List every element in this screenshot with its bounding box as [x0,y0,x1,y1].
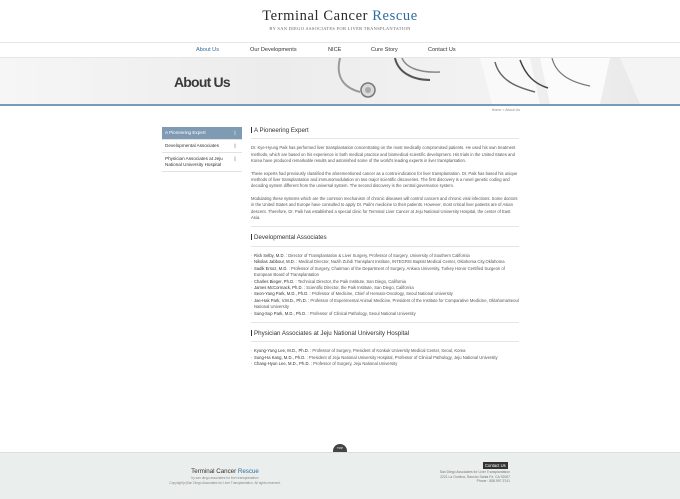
site-footer [0,452,680,499]
footer-logo-subtitle: by san diego associates for liver transplantation [191,476,259,480]
footer-copyright: Copyright(c)San Diego Associates for Liver Transplantation. All rights reserved. [169,481,281,485]
bar-marker-icon: ❘ [233,156,237,161]
developmental-associates-list [251,253,519,317]
sidebar-item-physician-associates[interactable] [162,153,242,172]
nav-our-developments[interactable]: Our Developments [250,47,297,53]
list-item: · Seon-Yang Park, M.D., Ph.D. : Professor of Medicine, Chief of Hemato-Oncology, Seoul National University [251,291,519,297]
sidebar-item-label: Physician Associates at Jeju National University Hospital [165,156,223,167]
page-title: About Us [174,74,230,90]
section-divider [251,226,519,227]
list-item: · James McCormack, Ph.D. : Scientific Director, the Paik Institute, San Diego, California [251,285,519,291]
sidebar-item-label: Developmental Associates [165,143,219,148]
list-item: · Charles Bieger, Ph.D. : Technical Director, the Paik Institute, San Diego, California [251,279,519,285]
footer-contact-button[interactable]: Contact Us [485,463,506,468]
logo-title: Terminal Cancer Rescue [262,8,418,24]
nav-about-us[interactable]: About Us [196,47,220,53]
scroll-top-button[interactable]: TOP [333,444,347,452]
sidebar-item-label: A Pioneering Expert [165,130,206,135]
stethoscope-image [0,58,680,104]
logo-subtitle: BY SAN DIEGO ASSOCIATES FOR LIVER TRANSPLANTATION [269,26,411,31]
footer-address-line: 2221 La Gonlina, Rancho Santa Fe, CA 92067 [440,474,510,479]
nav-cure-story[interactable]: Cure Story [371,47,398,53]
site-logo[interactable] [0,8,680,31]
section-title-pioneering-expert: A Pioneering Expert [251,127,519,134]
sidebar-item-pioneering-expert[interactable] [162,127,242,140]
section-title-physician-associates: Physician Associates at Jeju National University Hospital [251,330,519,337]
footer-address [380,470,510,484]
list-item: · Sung-Sup Park, M.D., Ph.D. : Professor of Clinical Pathology, Seoul National University [251,311,519,317]
list-item: · Jae-Hak Park, V.M.D., Ph.D. : Professor of Experimental Animal Medicine, President of the Institute for Comparative Medicine, OklahomaSeoul National University [251,298,519,311]
paragraph: Dr. Kye-Hyung Paik has performed liver transplantation concentrating on the most medically compromised patients. He used his own treatment methods, which are based on his experience in both medical practice and biomedical scientific development. His trials in the United States and Korea have produced remarkable results and astonished some of the world's leading experts in liver transplantation. [251,145,516,164]
section-divider [251,246,519,247]
physician-associates-list [251,348,519,367]
list-item: · Rick Selby, M.D. : Director of Transplantation & Liver Surgery, Professor of Surgery, University of Southern California [251,253,519,259]
section-divider [251,341,519,342]
list-item: · Nikolas Jabbour, M.D. : Medical Director, Nazih Zuhdi Transplant Institute, INTEGRIS Baptist Medical Center, Oklahoma City,Oklahoma [251,259,519,265]
footer-brand [150,468,300,485]
list-item: · Sung-Ha Kang, M.D., Ph.D. : President of Jeju National University Hospital, Professor of Clinical Pathology, Jeju National University [251,355,519,361]
main-content [251,127,519,368]
list-item: · Kyung-Yung Lee, M.D., Ph.D. : Professor of Surgery, President of Konkuk University Medical Center, Seoul, Korea [251,348,519,354]
section-title-developmental-associates: Developmental Associates [251,234,519,241]
main-nav [0,42,680,58]
banner-divider [0,104,680,106]
page-banner [0,58,680,104]
footer-address-line: San Diego Associates for Liver Transplantation [439,470,510,474]
list-item: · Chang-Hyun Lee, M.D., Ph.D. : Professor of Surgery, Jeju National University [251,361,519,367]
bar-marker-icon: ❘ [233,143,237,148]
section-divider [251,322,519,323]
sidebar-menu [162,127,242,172]
breadcrumb[interactable]: Home > About Us [491,108,520,112]
bar-marker-icon: ❘ [233,130,237,135]
footer-address-line: Phone : 858.997.3741 [476,479,510,484]
paragraph: Modulating these systems which are the common mechanism of chronic diseases will control cancers and chronic viral infections. Some doctors in the United States and Europe have consulted to apply Dr. Paik's medicine to their patients. However, most critical liver patients are of Asian descent. Therefore, Dr. Paik has established a special clinic for Terminal Liver Cancer at Jeju National University Hospital, the center of East Asia. [251,195,518,221]
section-divider [251,138,519,139]
paragraph: These experts had previously classified the aforementioned cancer as a contra-indication for liver transplantation. Dr. Paik has based his unique methods of liver transplantation and immunomodulation on two major scientific discoveries. The first discovery is a novel genetic coding and decoding system different from the universal system. The second discovery is the central governance system. [251,170,518,189]
site-header [0,0,680,42]
nav-nice[interactable]: NICE [328,47,342,53]
sidebar-item-developmental-associates[interactable] [162,140,242,153]
list-item: · Sadik Ersoz, M.D. : Professor of Surgery, Chairman of the Department of Surgery, Ankara University, Turkey Honor Certified Surgeon of European Board of Transplantation [251,266,519,279]
nav-contact-us[interactable]: Contact Us [428,47,456,53]
footer-logo-title: Terminal Cancer Rescue [191,468,259,475]
